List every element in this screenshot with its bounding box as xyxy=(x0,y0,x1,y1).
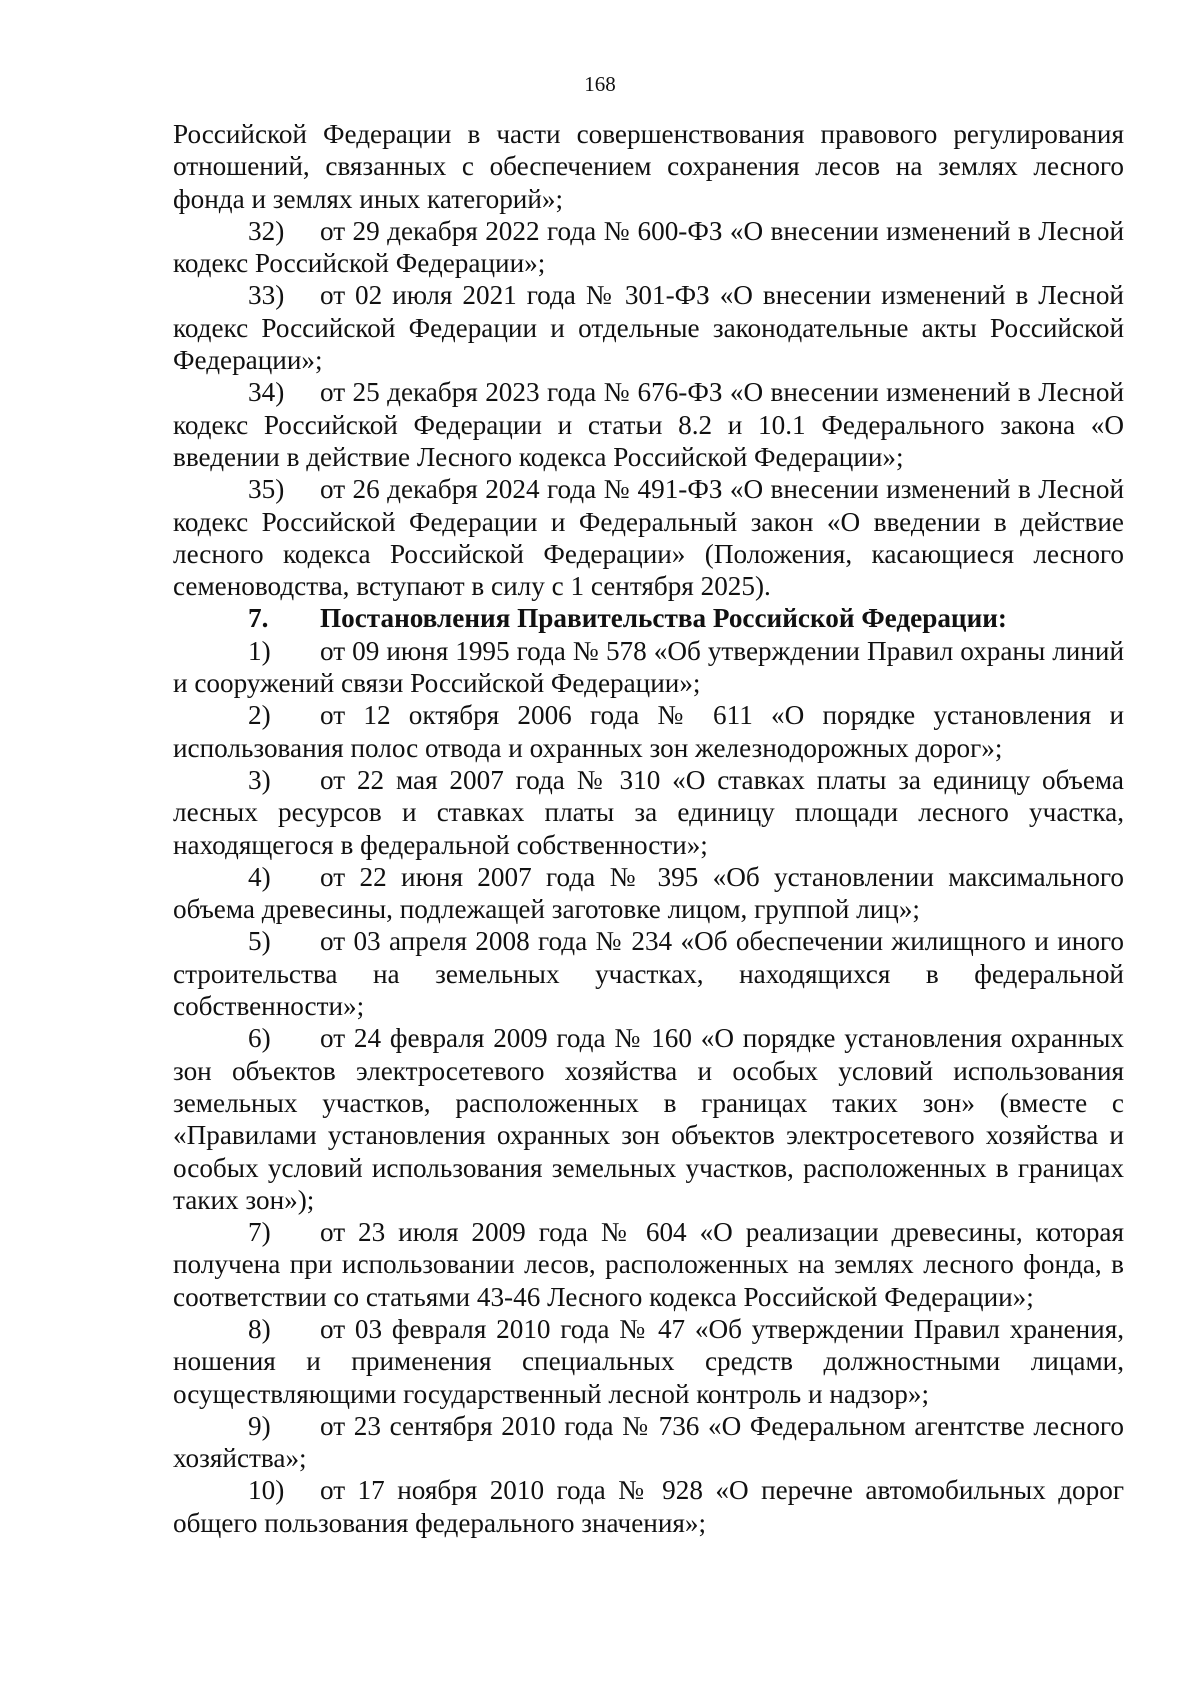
list-item-text: от 12 октября 2006 года № 611 «О порядке установления и использования полос отвода и охранных зон железнодорожных дорог»; xyxy=(173,700,1124,763)
list-item-resolution-9 xyxy=(173,1410,1124,1475)
list-item-text: от 25 декабря 2023 года № 676-ФЗ «О внесении изменений в Лесной кодекс Российской Федерации и статьи 8.2 и 10.1 Федерального закона «О введении в действие Лесного кодекса Российской Федерации»; xyxy=(173,377,1124,472)
list-item-text: от 26 декабря 2024 года № 491-ФЗ «О внесении изменений в Лесной кодекс Российской Федерации и Федеральный закон «О введении в действие лесного кодекса Российской Федерации» (Положения, касающиеся лесного семеноводства, вступают в силу с 1 сентября 2025). xyxy=(173,474,1124,602)
list-item-number: 3) xyxy=(248,764,271,795)
list-item-resolution-4 xyxy=(173,861,1124,926)
list-item-number: 33) xyxy=(248,280,285,311)
section-number: 7. xyxy=(248,603,269,634)
list-item-text: от 17 ноября 2010 года № 928 «О перечне автомобильных дорог общего пользования федерального значения»; xyxy=(173,1475,1124,1538)
list-item-text: от 23 июля 2009 года № 604 «О реализации древесины, которая получена при использовании лесов, расположенных на землях лесного фонда, в соответствии со статьями 43-46 Лесного кодекса Российской Федерации»; xyxy=(173,1217,1124,1312)
section-title: Постановления Правительства Российской Федерации: xyxy=(320,603,1007,634)
list-item-number: 6) xyxy=(248,1023,271,1054)
continuation-paragraph: Российской Федерации в части совершенствования правового регулирования отношений, связанных с обеспечением сохранения лесов на землях лесного фонда и землях иных категорий»; xyxy=(173,119,1124,214)
list-item-number: 7) xyxy=(248,1217,271,1248)
page-number: 168 xyxy=(584,72,616,96)
list-item-text: от 23 сентября 2010 года № 736 «О Федеральном агентстве лесного хозяйства»; xyxy=(173,1410,1124,1474)
list-item-number: 34) xyxy=(248,377,285,408)
list-item-resolution-10 xyxy=(173,1474,1124,1539)
list-item-resolution-7 xyxy=(173,1216,1124,1313)
list-item-text: от 22 июня 2007 года № 395 «Об установлении максимального объема древесины, подлежащей заготовке лицом, группой лиц»; xyxy=(173,861,1124,925)
list-item-text: от 03 апреля 2008 года № 234 «Об обеспечении жилищного и иного строительства на земельных участках, находящихся в федеральной собственности»; xyxy=(173,926,1124,1022)
list-item-text: от 02 июля 2021 года № 301-ФЗ «О внесении изменений в Лесной кодекс Российской Федерации и отдельные законодательные акты Российской Федерации»; xyxy=(173,280,1124,376)
list-item-resolution-6 xyxy=(173,1022,1124,1216)
list-item-number: 2) xyxy=(248,700,271,731)
list-item-resolution-2 xyxy=(173,699,1124,764)
list-item-resolution-3 xyxy=(173,764,1124,861)
list-item-number: 35) xyxy=(248,474,285,505)
list-item-text: от 24 февраля 2009 года № 160 «О порядке установления охранных зон объектов электросетевого хозяйства и особых условий использования земельных участков, расположенных в границах таких зон» (вместе с «Правилами установления охранных зон объектов электросетевого хозяйства и особых условий использования земельных участков, расположенных в границах таких зон»); xyxy=(173,1023,1124,1215)
list-item-resolution-5 xyxy=(173,925,1124,1022)
list-item-number: 32) xyxy=(248,215,285,246)
list-item-text: от 09 июня 1995 года № 578 «Об утверждении Правил охраны линий и сооружений связи Российской Федерации»; xyxy=(173,635,1124,699)
list-item-number: 4) xyxy=(248,861,271,892)
list-item-law-34 xyxy=(173,376,1124,473)
list-item-resolution-1 xyxy=(173,635,1124,700)
list-item-text: от 29 декабря 2022 года № 600-ФЗ «О внесении изменений в Лесной кодекс Российской Федерации»; xyxy=(173,215,1124,279)
list-item-law-35 xyxy=(173,473,1124,602)
list-item-resolution-8 xyxy=(173,1313,1124,1410)
list-item-number: 8) xyxy=(248,1313,271,1344)
section-heading xyxy=(173,602,1124,634)
list-item-law-33 xyxy=(173,279,1124,376)
list-item-text: от 03 февраля 2010 года № 47 «Об утверждении Правил хранения, ношения и применения специальных средств должностными лицами, осуществляющими государственный лесной контроль и надзор»; xyxy=(173,1313,1124,1409)
list-item-text: от 22 мая 2007 года № 310 «О ставках платы за единицу объема лесных ресурсов и ставках платы за единицу площади лесного участка, находящегося в федеральной собственности»; xyxy=(173,764,1124,860)
list-item-law-32 xyxy=(173,215,1124,280)
list-item-number: 5) xyxy=(248,926,271,957)
list-item-number: 10) xyxy=(248,1475,285,1506)
list-item-number: 1) xyxy=(248,635,271,666)
list-item-number: 9) xyxy=(248,1410,271,1441)
document-body xyxy=(173,118,1124,1539)
